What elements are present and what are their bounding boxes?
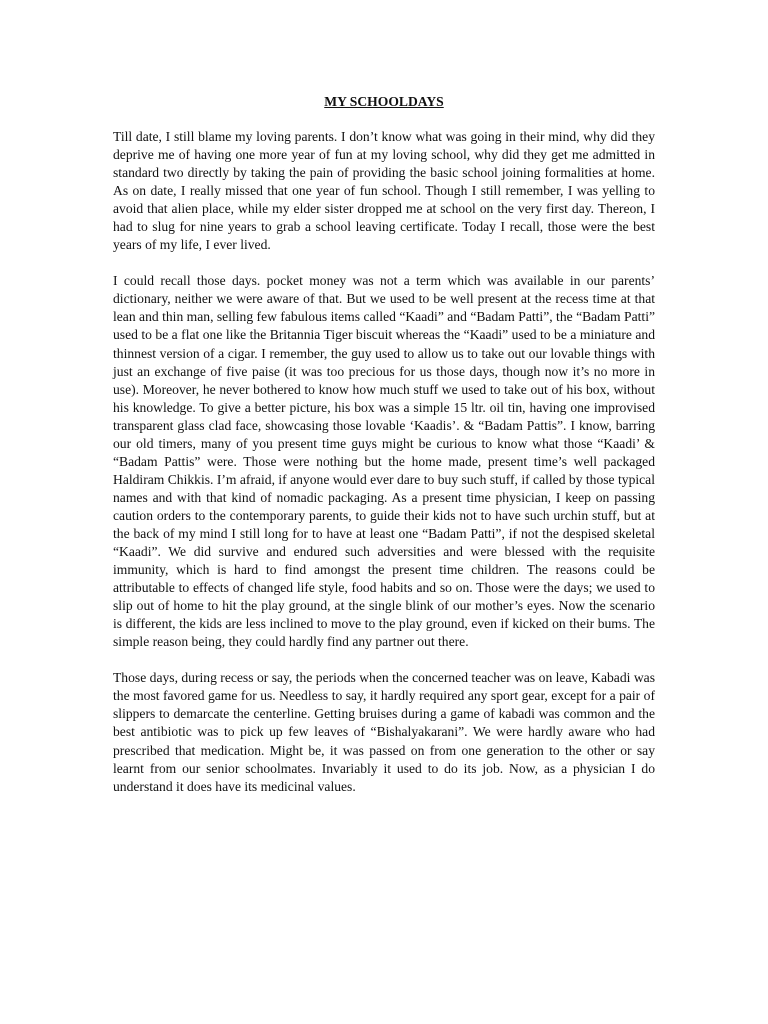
paragraph-2: I could recall those days. pocket money was not a term which was available in our parents’ dictionary, neither we were aware of that. But we used to be well present at the recess time at that lean and thin man, selling few fabulous items called “Kaadi” and “Badam Patti”, the “Badam Patti” used to be a flat one like the Britannia Tiger biscuit whereas the “Kaadi” used to be a miniature and thinnest version of a cigar. I remember, the guy used to allow us to take out our lovable things with just an exchange of five paise (it was too precious for us those days, though now it’s no more in use). Moreover, he never bothered to know how much stuff we used to take out of his box, without his knowledge. To give a better picture, his box was a simple 15 ltr. oil tin, having one improvised transparent glass clad face, showcasing those lovable ‘Kaadis’. & “Badam Pattis”. I know, barring our old timers, many of you present time guys might be curious to know what those “Kaadi’ & “Badam Pattis” were. Those were nothing but the home made, present time’s well packaged Haldiram Chikkis. I’m afraid, if anyone would ever dare to buy such stuff, if called by those typical names and with that kind of nomadic packaging. As a present time physician, I keep on passing caution orders to the contemporary parents, to guide their kids not to have such urchin stuff, but at the back of my mind I still long for to have at least one “Badam Patti”, if not the despised skeletal “Kaadi”. We did survive and endured such adversities and were blessed with the requisite immunity, which is hard to find amongst the present time children. The reasons could be attributable to effects of changed life style, food habits and so on. Those were the days; we used to slip out of home to hit the play ground, at the single blink of our mother’s eyes. Now the scenario is different, the kids are less inclined to move to the play ground, even if kicked on their bums. The simple reason being, they could hardly find any partner out there. [113, 273, 655, 650]
document-page [113, 93, 655, 814]
paragraph-1: Till date, I still blame my loving parents. I don’t know what was going in their mind, why did they deprive me of having one more year of fun at my loving school, why did they get me admitted in standard two directly by taking the pain of providing the basic school joining formalities at home. As on date, I really missed that one year of fun school. Though I still remember, I was yelling to avoid that alien place, while my elder sister dropped me at school on the very first day. Thereon, I had to slug for nine years to grab a school leaving certificate. Today I recall, those were the best years of my life, I ever lived. [113, 129, 655, 253]
paragraph-3: Those days, during recess or say, the periods when the concerned teacher was on leave, Kabadi was the most favored game for us. Needless to say, it hardly required any sport gear, except for a pair of slippers to demarcate the centerline. Getting bruises during a game of kabadi was common and the best antibiotic was to pick up few leaves of “Bishalyakarani”. We were hardly aware who had prescribed that medication. Might be, it was passed on from one generation to the other or say learnt from our senior schoolmates. Invariably it used to do its job. Now, as a physician I do understand it does have its medicinal values. [113, 670, 655, 794]
document-title: MY SCHOOLDAYS [324, 94, 444, 109]
